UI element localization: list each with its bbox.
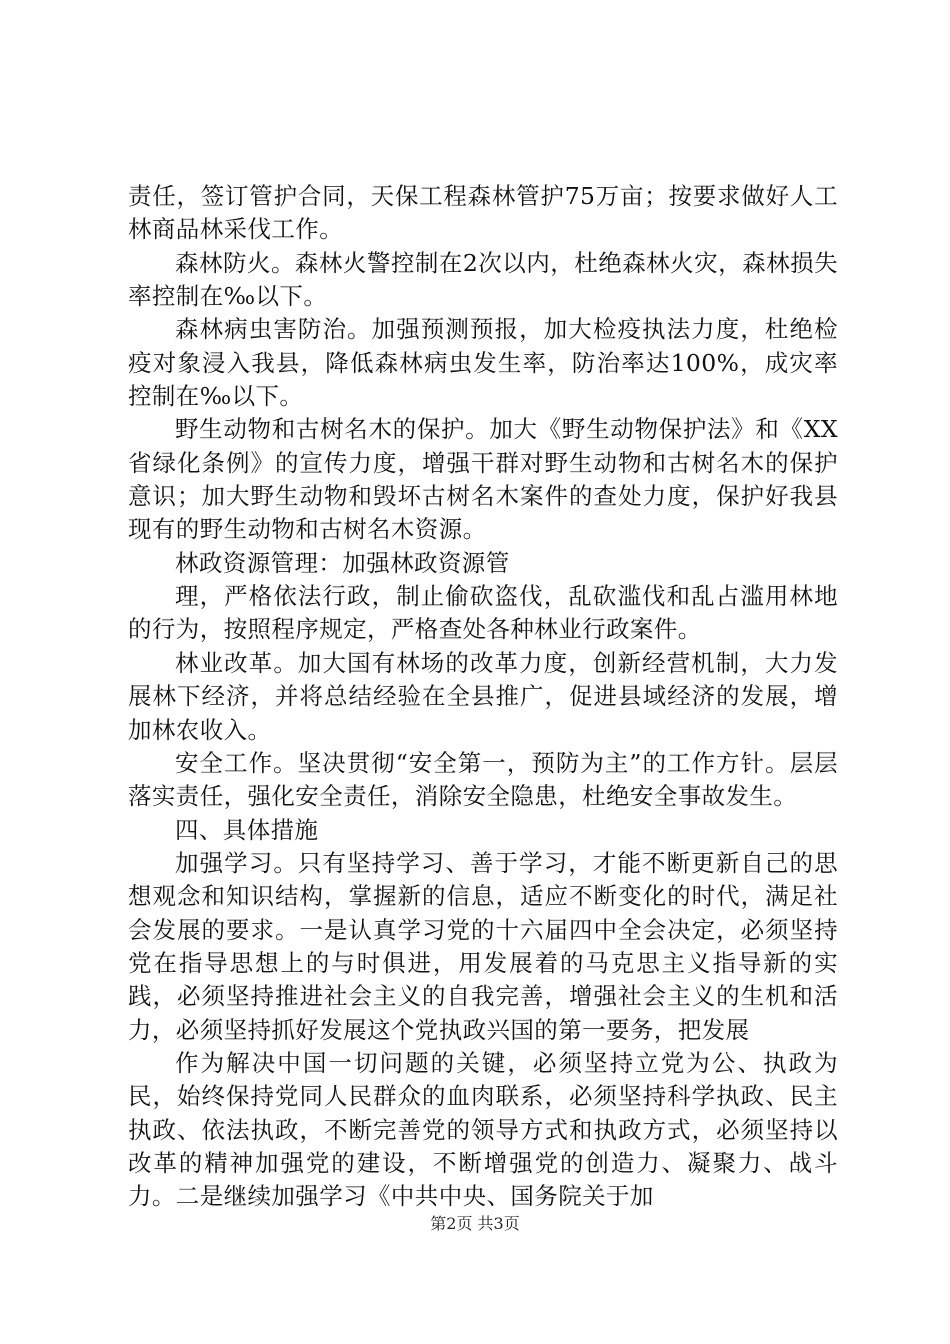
paragraph: 森林防火。森林火警控制在2次以内，杜绝森林火灾，森林损失率控制在‰以下。 [128,248,838,311]
paragraph: 加强学习。只有坚持学习、善于学习，才能不断更新自己的思想观念和知识结构，掌握新的信息，适应不断变化的时代，满足社会发展的要求。一是认真学习党的十六届四中全会决定，必须坚持党在指导思想上的与时俱进，用发展着的马克思主义指导新的实践，必须坚持推进社会主义的自我完善，增强社会主义的生机和活力，必须坚持抓好发展这个党执政兴国的第一要务，把发展 [128,848,838,1044]
paragraph: 理，严格依法行政，制止偷砍盗伐，乱砍滥伐和乱占滥用林地的行为，按照程序规定，严格查处各种林业行政案件。 [128,582,838,644]
document-body [128,180,838,1214]
paragraph: 责任，签订管护合同，天保工程森林管护75万亩；按要求做好人工林商品林采伐工作。 [128,182,838,244]
paragraph: 森林病虫害防治。加强预测预报，加大检疫执法力度，杜绝检疫对象浸入我县，降低森林病虫发生率，防治率达100%，成灾率控制在‰以下。 [128,315,838,411]
page-footer: 第2页 共3页 [430,1214,520,1233]
paragraph: 林政资源管理：加强林政资源管 [175,548,510,577]
paragraph: 野生动物和古树名木的保护。加大《野生动物保护法》和《XX省绿化条例》的宣传力度，增强干群对野生动物和古树名木的保护意识；加大野生动物和毁坏古树名木案件的查处力度，保护好我县现有的野生动物和古树名木资源。 [128,415,838,544]
paragraph: 作为解决中国一切问题的关键，必须坚持立党为公、执政为民，始终保持党同人民群众的血肉联系，必须坚持科学执政、民主执政、依法执政，不断完善党的领导方式和执政方式，必须坚持以改革的精神加强党的建设，不断增强党的创造力、凝聚力、战斗力。二是继续加强学习《中共中央、国务院关于加 [128,1048,838,1211]
paragraph: 林业改革。加大国有林场的改革力度，创新经营机制，大力发展林下经济，并将总结经验在全县推广，促进县域经济的发展，增加林农收入。 [128,648,838,744]
section-heading: 四、具体措施 [175,815,319,844]
paragraph: 安全工作。坚决贯彻“安全第一，预防为主”的工作方针。层层落实责任，强化安全责任，消除安全隐患，杜绝安全事故发生。 [128,748,838,811]
